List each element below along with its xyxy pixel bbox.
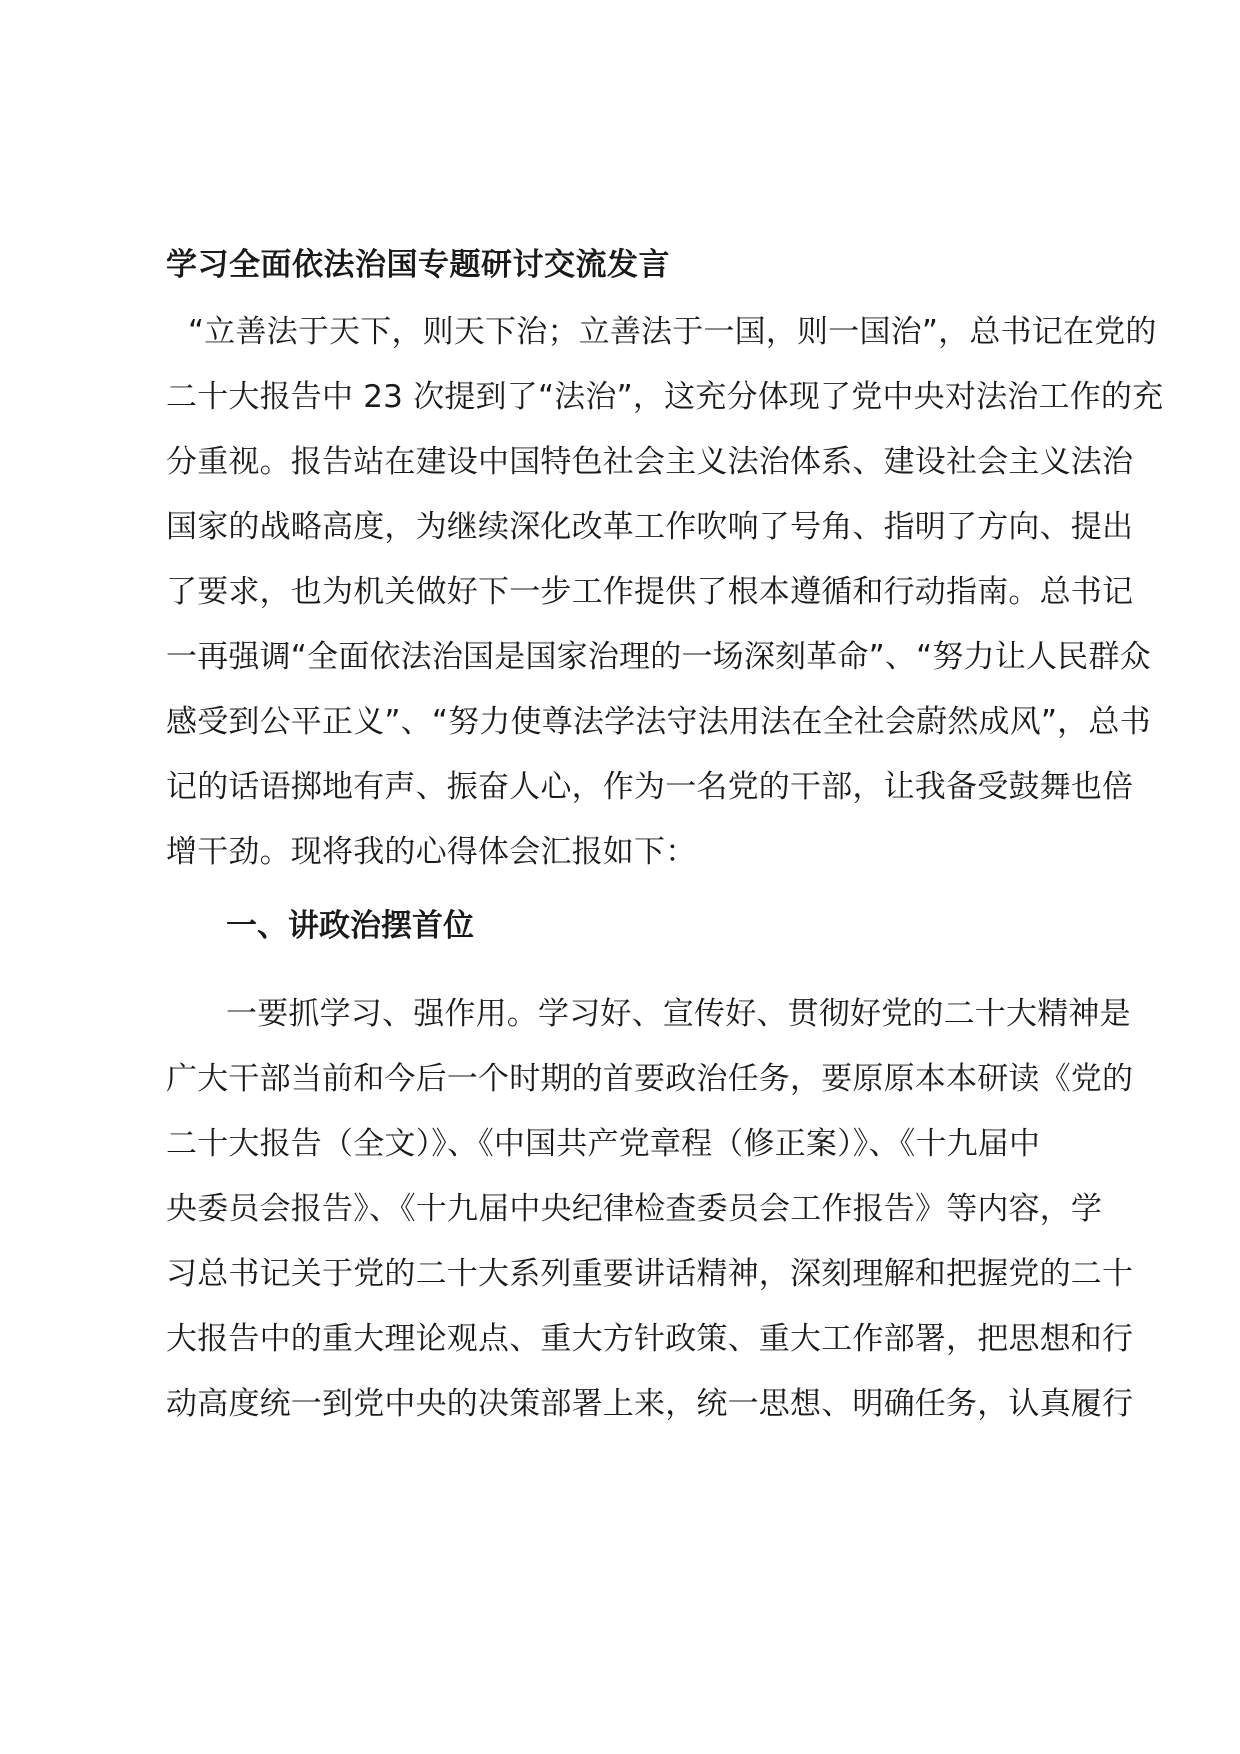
paragraph-line: 记的话语掷地有声、振奋人心，作为一名党的干部，让我备受鼓舞也倍	[166, 769, 1134, 805]
paragraph-line: 国家的战略高度，为继续深化改革工作吹响了号角、指明了方向、提出	[166, 509, 1134, 545]
document-title: 学习全面依法治国专题研讨交流发言	[166, 247, 670, 283]
paragraph-line: 一再强调“全面依法治国是国家治理的一场深刻革命”、“努力让人民群众	[166, 639, 1151, 675]
paragraph-line: 感受到公平正义”、“努力使尊法学法守法用法在全社会蔚然成风”，总书	[166, 704, 1151, 740]
paragraph-line: 习总书记关于党的二十大系列重要讲话精神，深刻理解和把握党的二十	[166, 1256, 1134, 1292]
paragraph-line: 一要抓学习、强作用。学习好、宣传好、贯彻好党的二十大精神是	[226, 996, 1131, 1032]
paragraph-line: 大报告中的重大理论观点、重大方针政策、重大工作部署，把思想和行	[166, 1321, 1134, 1357]
paragraph-line: 了要求，也为机关做好下一步工作提供了根本遵循和行动指南。总书记	[166, 574, 1134, 610]
paragraph-line: 动高度统一到党中央的决策部署上来，统一思想、明确任务，认真履行	[166, 1386, 1134, 1422]
paragraph-line: 分重视。报告站在建设中国特色社会主义法治体系、建设社会主义法治	[166, 444, 1134, 480]
intro-paragraph	[166, 300, 1164, 885]
paragraph-line: “立善法于天下，则天下治；立善法于一国，则一国治”，总书记在党的	[188, 314, 1157, 350]
paragraph-line: 二十大报告中 23 次提到了“法治”，这充分体现了党中央对法治工作的充	[166, 379, 1164, 415]
paragraph-line: 广大干部当前和今后一个时期的首要政治任务，要原原本本研读《党的	[166, 1061, 1134, 1097]
section-paragraph	[166, 982, 1134, 1437]
section-heading: 一、讲政治摆首位	[226, 908, 474, 944]
paragraph-line: 二十大报告（全文）》、《中国共产党章程（修正案）》、《十九届中	[166, 1126, 1041, 1162]
paragraph-line: 增干劲。现将我的心得体会汇报如下：	[166, 834, 697, 870]
paragraph-line: 央委员会报告》、《十九届中央纪律检查委员会工作报告》等内容，学	[166, 1191, 1103, 1227]
